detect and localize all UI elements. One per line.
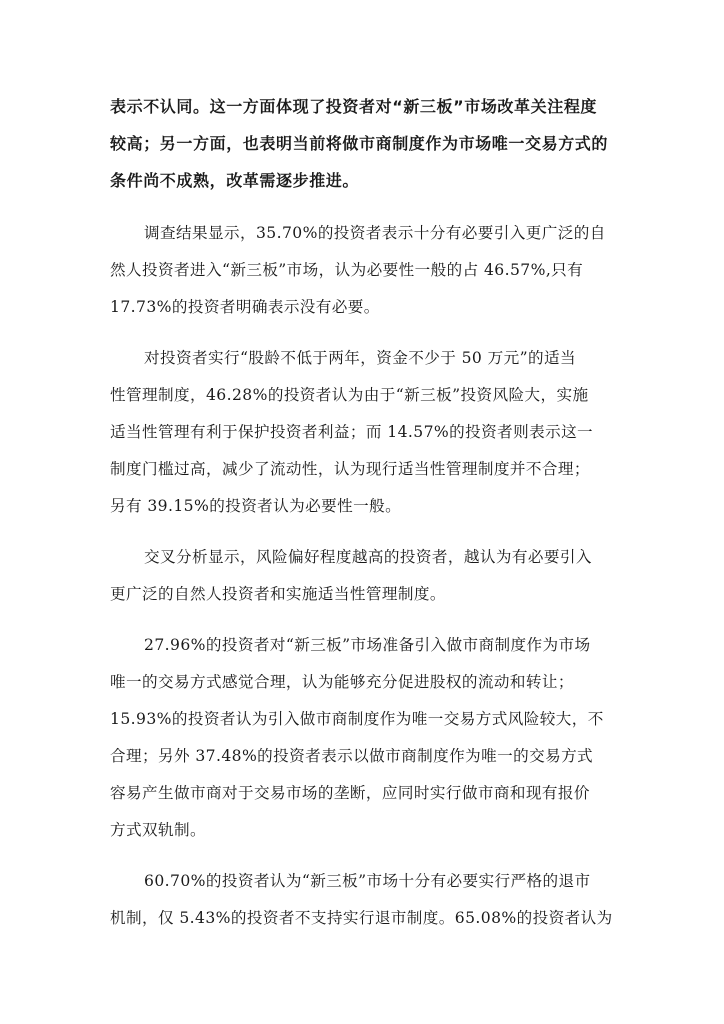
document-page [110,88,616,951]
text-line: 唯一的交易方式感觉合理，认为能够充分促进股权的流动和转让； [110,673,574,691]
text-line: 条件尚不成熟，改革需逐步推进。 [110,171,360,190]
text-line: 性管理制度，46.28%的投资者认为由于“新三板”投资风险大，实施 [110,386,589,404]
text-line: 60.70%的投资者认为“新三板”市场十分有必要实行严格的退市 [144,872,591,890]
text-line: 容易产生做市商对于交易市场的垄断，应同时实行做市商和现有报价 [110,784,590,802]
paragraph-market-maker [110,627,616,849]
text-line: 27.96%的投资者对“新三板”市场准备引入做市商制度作为市场 [144,636,591,654]
text-line: 合理；另外 37.48%的投资者表示以做市商制度作为唯一的交易方式 [110,747,594,765]
text-line: 调查结果显示，35.70%的投资者表示十分有必要引入更广泛的自 [144,224,606,242]
text-line: 制度门槛过高，减少了流动性，认为现行适当性管理制度并不合理； [110,460,590,478]
text-line: 15.93%的投资者认为引入做市商制度作为唯一交易方式风险较大，不 [110,710,604,728]
text-line: 交叉分析显示，风险偏好程度越高的投资者，越认为有必要引入 [144,548,592,566]
text-line: 17.73%的投资者明确表示没有必要。 [110,298,380,316]
paragraph-delisting [110,863,616,937]
paragraph-conclusion [110,88,616,199]
text-line: 较高；另一方面，也表明当前将做市商制度作为市场唯一交易方式的 [110,134,609,153]
text-line: 机制，仅 5.43%的投资者不支持实行退市制度。65.08%的投资者认为 [110,909,613,927]
paragraph-natural-investors [110,215,616,326]
text-line: 表示不认同。这一方面体现了投资者对“新三板”市场改革关注程度 [110,97,598,116]
paragraph-cross-analysis [110,539,616,613]
text-line: 另有 39.15%的投资者认为必要性一般。 [110,497,402,515]
text-line: 然人投资者进入“新三板”市场，认为必要性一般的占 46.57%,只有 [110,261,584,279]
text-line: 适当性管理有利于保护投资者利益；而 14.57%的投资者则表示这一 [110,423,594,441]
text-line: 方式双轨制。 [110,821,206,839]
text-line: 更广泛的自然人投资者和实施适当性管理制度。 [110,585,446,603]
paragraph-suitability-management [110,340,616,525]
text-line: 对投资者实行“股龄不低于两年，资金不少于 50 万元”的适当 [144,349,576,367]
